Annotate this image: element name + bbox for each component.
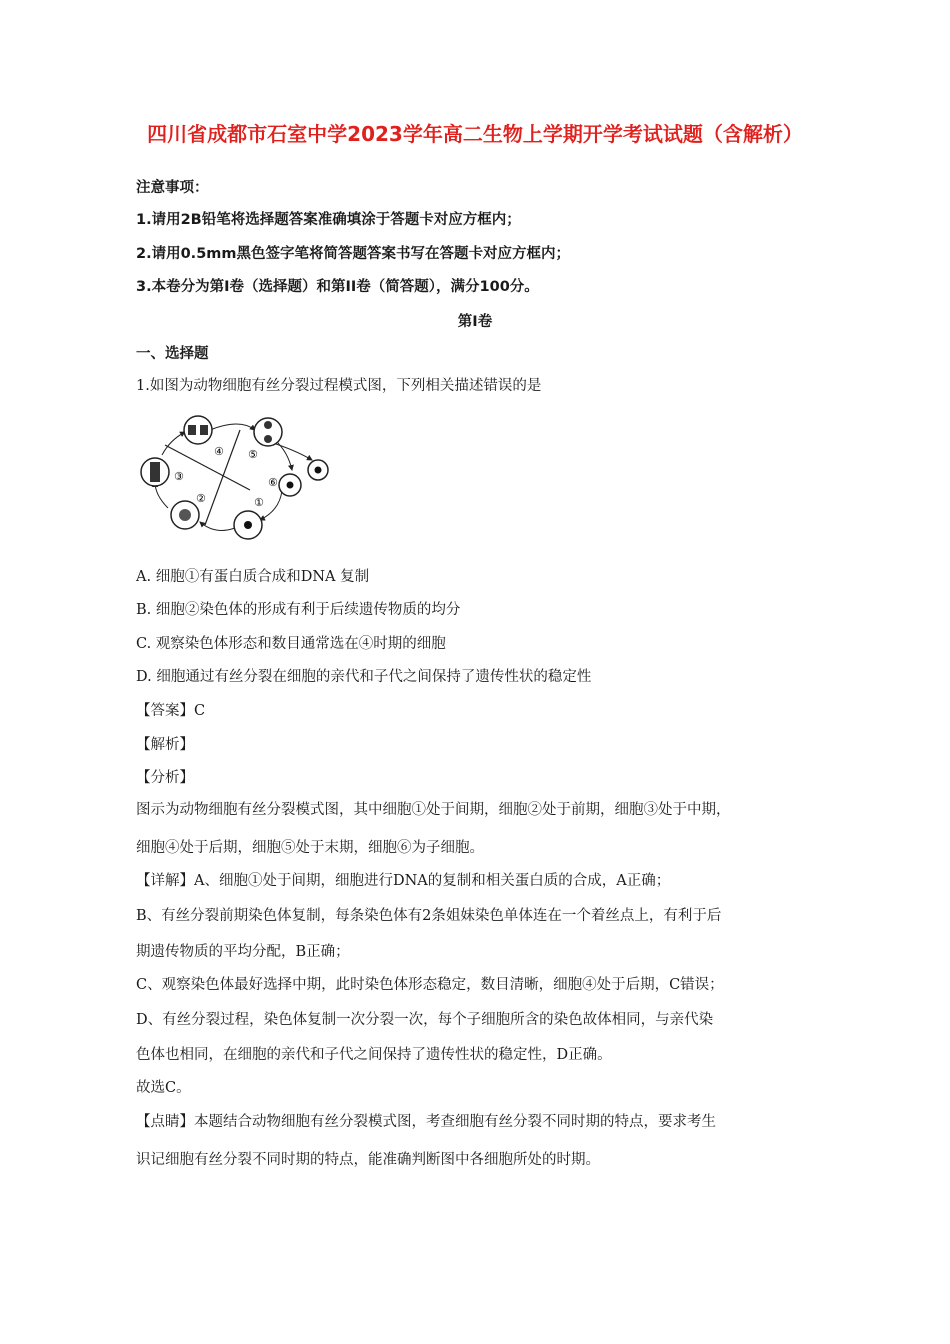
fenxi-line: 细胞④处于后期，细胞⑤处于末期，细胞⑥为子细胞。 xyxy=(136,840,484,856)
mitosis-cycle-figure xyxy=(130,410,340,550)
notice-item: 3.本卷分为第I卷（选择题）和第II卷（简答题），满分100分。 xyxy=(136,279,539,295)
analysis-label: 【解析】 xyxy=(136,737,194,753)
divider-line xyxy=(165,445,250,490)
notice-item: 1.请用2B铅笔将选择题答案准确填涂于答题卡对应方框内； xyxy=(136,212,521,228)
detail-line: 故选C。 xyxy=(136,1080,191,1096)
fenxi-label: 【分析】 xyxy=(136,770,194,786)
option-b: B. 细胞②染色体的形成有利于后续遗传物质的均分 xyxy=(136,602,461,618)
document-title: 四川省成都市石室中学2023学年高二生物上学期开学考试试题（含解析） xyxy=(147,122,803,146)
detail-line: B、有丝分裂前期染色体复制，每条染色体有2条姐妹染色单体连在一个着丝点上，有利于后 xyxy=(136,908,722,924)
comment-line: 识记细胞有丝分裂不同时期的特点，能准确判断图中各细胞所处的时期。 xyxy=(136,1152,600,1168)
detail-line: 期遗传物质的平均分配，B正确； xyxy=(136,944,350,960)
answer-line: 【答案】C xyxy=(136,703,206,719)
option-a: A. 细胞①有蛋白质合成和DNA 复制 xyxy=(136,569,370,585)
option-d: D. 细胞通过有丝分裂在细胞的亲代和子代之间保持了遗传性状的稳定性 xyxy=(136,669,592,685)
figure-label: ⑥ xyxy=(268,476,278,489)
figure-label: ⑤ xyxy=(248,448,258,461)
question-stem: 1.如图为动物细胞有丝分裂过程模式图，下列相关描述错误的是 xyxy=(136,378,542,394)
notice-heading: 注意事项： xyxy=(136,180,209,196)
cycle-arrow xyxy=(270,442,312,460)
figure-label: ③ xyxy=(174,470,184,483)
figure-label: ④ xyxy=(214,445,224,458)
cycle-arrow xyxy=(210,424,255,430)
detail-line: D、有丝分裂过程，染色体复制一次分裂一次，每个子细胞所含的染色故体相同，与亲代染 xyxy=(136,1012,714,1028)
figure-label: ② xyxy=(196,492,206,505)
cycle-arrow xyxy=(162,432,185,455)
detail-line: 色体也相同，在细胞的亲代和子代之间保持了遗传性状的稳定性，D正确。 xyxy=(136,1047,612,1063)
comment-line: 【点睛】本题结合动物细胞有丝分裂模式图，考查细胞有丝分裂不同时期的特点，要求考生 xyxy=(136,1114,716,1130)
volume-title: 第I卷 xyxy=(457,314,493,330)
detail-line: 【详解】A、细胞①处于间期，细胞进行DNA的复制和相关蛋白质的合成，A正确； xyxy=(136,873,671,889)
fenxi-line: 图示为动物细胞有丝分裂模式图，其中细胞①处于间期，细胞②处于前期，细胞③处于中期， xyxy=(136,802,731,818)
figure-label: ① xyxy=(254,496,264,509)
detail-line: C、观察染色体最好选择中期，此时染色体形态稳定，数目清晰，细胞④处于后期，C错误； xyxy=(136,977,724,993)
section-title: 一、选择题 xyxy=(136,346,209,362)
notice-item: 2.请用0.5mm黑色签字笔将简答题答案书写在答题卡对应方框内； xyxy=(136,246,570,262)
option-c: C. 观察染色体形态和数目通常选在④时期的细胞 xyxy=(136,636,446,652)
